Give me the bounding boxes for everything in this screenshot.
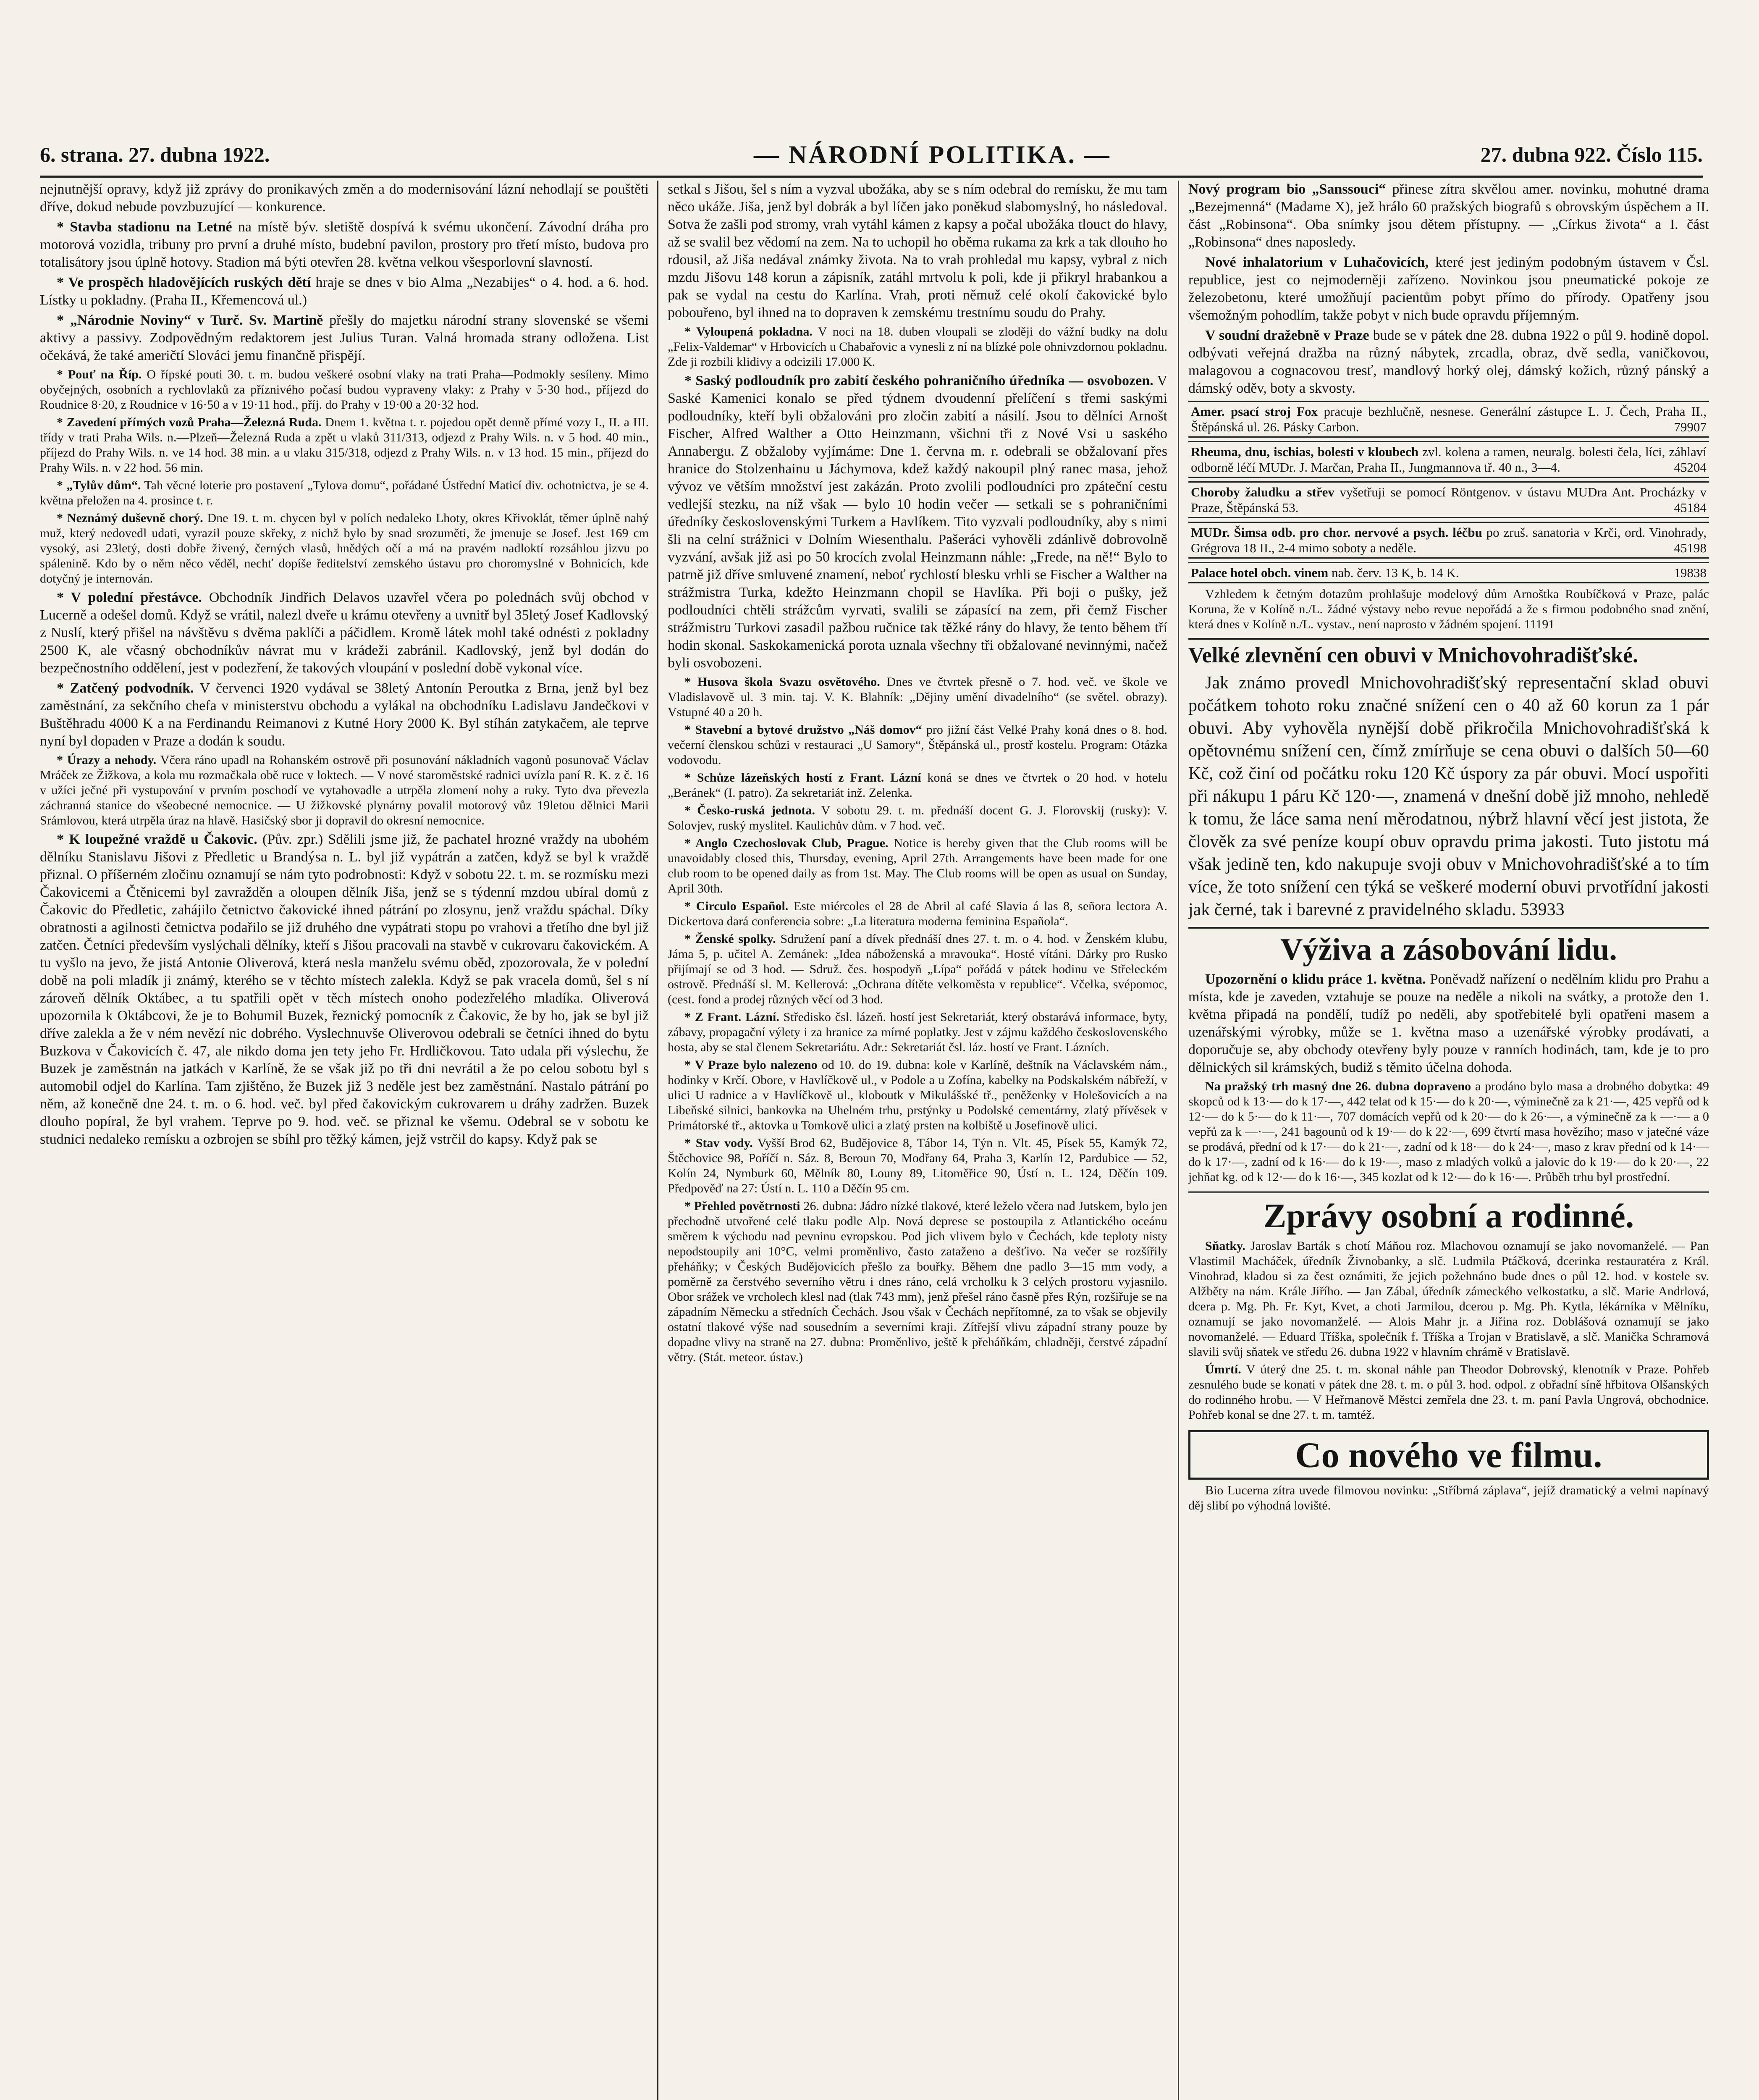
article: Úmrtí. V úterý dne 25. t. m. skonal náhle pan Theodor Dobrovský, klenotník v Praze. Pohřeb zesnulého bude se konati v pátek dne 28. t. m. o půl 3. hod. odpol. z obřadní síně hřbitova Olšanských do rodinného hrobu. — V Heřmanově Městci zemřela dne 23. t. m. paní Pavla Ungrová, obchodnice. Pohřeb konal se dne 27. t. m. tamtéž. <box>1188 1362 1709 1422</box>
article: * Ženské spolky. Sdružení paní a dívek přednáší dnes 27. t. m. o 4. hod. v Ženském klubu, Jáma 5, p. učitel A. Zemánek: „Idea náboženská a mravouka“. Hosté vítáni. Dárky pro Rusko přijímají se od 3 hod. — Sdruž. čes. hospodyň „Lípa“ pořádá v pátek hodinu ve Střeleckém ostrově. Přednáší sl. M. Kellerová: „Ochrana dítěte velkoměsta v republice“. Včelka, svépomoc, (cest. fond a prodej různých věcí od 3 hod. <box>668 932 1167 1006</box>
column-divider <box>657 181 658 2100</box>
header-rule <box>40 176 1703 178</box>
article: * Saský podloudník pro zabití českého pohraničního úředníka — osvobozen. V Saské Kamenici konalo se před týdnem dvoudenní přelíčení s třemi saskými podloudníky, kteří byli obžalováni pro zločin zabití a násilí. Jsou to dělníci Arnošt Fischer, Alfred Walther a Otto Heinzmann, všichni tři z Nové Vsi u saského Annabergu. Z obžaloby vyjímáme: Dne 1. června m. r. odebrali se obžalovaní přes hranice do Stolzenhainu u Jáchymova, kdež každý nakoupil plný ranec masa, jehož vývoz ve větším množství jest zakázán. Proto zvolili podloudníci pro zpáteční cestu vedlejší stezku, na níž však — bylo 10 hodin večer — setkali se s pohraničními úředníky československými Turkem a Havlíkem. Tito vyzvali podloudníky, aby s nimi šli na celní strážnici v Dolním Wiesenthalu. Pašeráci vyhověli zdánlivě dobrovolně vyzvání, avšak již asi po 50 krocích zvolal Heinzmann náhle: „Frede, na ně!“ Bylo to patrně již dříve smluvené znamení, neboť rychlostí blesku vrhli se Fischer a Walther na strážmistra Turka, kdežto Heinzmann chopil se Havlíka. Při boji o pušky, jež podloudníci chtěli strážcům vyrvati, svalili se zápasící na zem, při čemž Fischer strážmistru Turkovi zasadil pažbou ručnice tak těžké rány do hlavy, že tento během tří hodin skonal. Saskokamenická porota uznala všechny tři obžalované nevinnými, načež byli osvobozeni. <box>668 373 1167 671</box>
article: * Circulo Español. Este miércoles el 28 de Abril al café Slavia á las 8, señora lectora A. Dickertova dará conferencia sobre: „La literatura moderna feminina Española“. <box>668 899 1167 928</box>
article: * Vyloupená pokladna. V noci na 18. duben vloupali se zloději do vážní budky na dolu „Felix-Valdemar“ v Hrbovicích u Chabařovic a vynesli z ní na blízké pole ohnivzdornou pokladnu. Zde ji rozbili klidivy a odcizili 17.000 K. <box>668 325 1167 369</box>
article: * Schůze lázeňských hostí z Frant. Lázní koná se dnes ve čtvrtek o 20 hod. v hotelu „Beránek“ (I. patro). Za sekretariát inž. Zelenka. <box>668 771 1167 800</box>
classified-ad: Rheuma, dnu, ischias, bolesti v kloubech zvl. kolena a ramen, neuralg. bolesti čela, líci, záhlaví odborně léčí MUDr. J. Marčan, Praha II., Jungmannova tř. 40 n., 3—4. 45204 <box>1188 441 1709 478</box>
article: * Z Frant. Lázní. Středisko čsl. lázeň. hostí jest Sekretariát, který obstarává informace, byty, zábavy, propagační výlety i za hranice za mírné poplatky. Jest v zájmu každého československého hosta, aby se stal členem Sekretariátu. Adr.: Sekretariát čsl. láz. hostí ve Frant. Lázních. <box>668 1010 1167 1054</box>
article: Sňatky. Jaroslav Barták s chotí Máňou roz. Mlachovou oznamují se jako novomanželé. — Pan Vlastimil Macháček, úředník Živnobanky, a slč. Ludmila Ptáčková, dcerinka restauratéra z Král. Vinohrad, kladou si za čest oznámiti, že jejich požehnáno bude dnes o půl 12. hod. v kostele sv. Alžběty na nám. Krále Jiřího. — Jan Zábal, úředník zámeckého velkostatku, a slč. Marie Andrlová, dcera p. Mg. Ph. Fr. Kyt, Kvet, a choti Jarmilou, dcerou p. Mg. Ph. Kytla, lékárníka v Mělníku, oznamují se jako novomanželé. — Alois Mahr jr. a Jiřina roz. Doblášová oznamují se jako novomanželé. — Eduard Tříška, společník f. Tříška a Trojan v Bratislavě, a slč. Manička Schramová slavili svůj sňatek ve středu 26. dubna 1922 v hlavním chrámě v Bratislavě. <box>1188 1239 1709 1359</box>
page-number-date: 6. strana. 27. dubna 1922. <box>40 143 270 166</box>
article: * Zavedení přímých vozů Praha—Železná Ruda. Dnem 1. května t. r. pojedou opět denně přímé vozy I., II. a III. třídy v trati Praha Wils. n.—Plzeň—Železná Ruda a zpět u vlaků 311/313, odjezd z Prahy Wils. n. v 5 hod. 40 min., příjezd do Prahy Wils. n. ve 14 hod. 38 min. a u vlaku 315/318, odjezd z Prahy Wils. n. v 13 hod. 15 min., příjezd do Prahy Wils. n. v 22 hod. 56 min. <box>40 415 649 475</box>
article: V soudní dražebně v Praze bude se v pátek dne 28. dubna 1922 o půl 9. hodině dopol. odbývati veřejná dražba na různý nábytek, zrcadla, obraz, dvě sedla, vaničkovou, malagovou a cognacovou tresť, mandlový horký olej, dámský kožich, různý pánský a dámský oděv, boty a skvosty. <box>1188 328 1709 396</box>
article: * Pouť na Říp. O řípské pouti 30. t. m. budou veškeré osobní vlaky na trati Praha—Podmokly sesíleny. Mimo obyčejných, osobních a rychlovlaků za příznivého počasí budou vypraveny vlaky: z Prahy v 5·30 hod., příjezd do Roudnice 8·20, z Roudnice v 16·50 a v 19·11 hod., příj. do Prahy v 19·00 a 20·32 hod. <box>40 368 649 412</box>
article: * Ve prospěch hladovějících ruských dětí hraje se dnes v bio Alma „Nezabijes“ o 4. hod. a 6. hod. Lístky u pokladny. (Praha II., Křemencová ul.) <box>40 275 649 308</box>
article: * V Praze bylo nalezeno od 10. do 19. dubna: kole v Karlíně, deštník na Václavském nám., hodinky v Krčí. Obore, v Havlíčkově ul., v Podole a u Zofína, kabelky na Podskalském nábřeží, v ulici U radnice a v Havlíčkově ul., kloboutk v Mikulášské tř., peněženky v Holešovicích a na Libeňské silnici, bankovka na Uhelném trhu, prstýnky u Podolské cementárny, zlatý přívěsek v Primátorské tř., aktovka u Tomkově ulici a zlatý prsten na kolbiště u Josefinově ulici. <box>668 1058 1167 1132</box>
newspaper-title: — NÁRODNÍ POLITIKA. — <box>754 141 1111 168</box>
page-header <box>40 134 1703 175</box>
article: * Úrazy a nehody. Včera ráno upadl na Rohanském ostrově při posunování nákladních vagonů posunovač Václav Mráček ze Žižkova, a kola mu rozmačkala obě ruce v loktech. — V nové staroměstské radnici uvízla paní R. K. z č. 16 v užíci ječné při vystupování v prvním poschodí ve vytahovadle a utrpěla zlomení nohy a ruky. Tyto dva převezla záchranná stanice do všeobecné nemocnice. — U žižkovské plynárny povalil motorový vůz 19letou dělnici Marii Srámlovou, která utrpěla úraz na hlavě. Hasičský sbor ji dopravil do okresní nemocnice. <box>40 753 649 827</box>
issue-number: 27. dubna 922. Číslo 115. <box>1480 143 1703 166</box>
article: * Zatčený podvodník. V červenci 1920 vydával se 38letý Antonín Peroutka z Brna, jenž byl bez zaměstnání, za sekčního chefa v ministerstvu obchodu a vylákal na obchodníku Ladislavu Jandečkovi v Buštěhradu 4000 K a na Ferdinandu Reimanovi z Kutné Hory 2000 K. Byl stíhán zatykačem, ale teprve nyní byl dopaden v Praze a dodán k soudu. <box>40 680 649 749</box>
column-2 <box>668 181 1167 2100</box>
article: setkal s Jišou, šel s ním a vyzval ubožáka, aby se s ním odebral do remísku, že mu tam něco ukáže. Jiša, jenž byl dobrák a byl líčen jako poněkud slabomyslný, ho následoval. Sotva že zašli pod stromy, vrah vytáhl kámen z kapsy a počal ubožáka tlouct do hlavy, až se svalil bez vědomí na zem. Na to uchopil ho oběma rukama za krk a tak dlouho ho rdousil, až Jiša nedával známky života. Na to vrah prohledal mu kapsy, vybral z nich mzdu Jišovu 148 korun a zápisník, zatáhl mrtvolu k poli, kde ji přikryl hrabankou a pak se vydal na cestu do Karlína. Vrah, proti němuž celé okolí čakovické bylo pobouřeno, byl ihned na to dopraven k zemskému trestnímu soudu do Prahy. <box>668 181 1167 320</box>
classified-ad: Amer. psací stroj Fox pracuje bezhlučně, nesnese. Generální zástupce L. J. Čech, Praha II., Štěpánská ul. 26. Pásky Carbon. 79907 <box>1188 401 1709 438</box>
shoes-article: Jak známo provedl Mnichovohradišťský representační sklad obuvi počátkem tohoto roku značné snížení cen o 40 až 60 korun za 1 pár obuvi. Aby vyhověla nynější době přikročila Mnichovohradišťská k opětovnému snížení cen, čímž zmírňuje se cena obuvi o dalších 50—60 Kč, což činí od počátku roku 120 Kč úspory za pár obuvi. Mocí uspořiti při nákupu 1 páru Kč 120·—, znamená v dnešní době již mnoho, nehledě k tomu, že láce sama není měrodatnou, nýbrž hlavní věcí jest jistota, že člověk za své peníze koupí obuv opravdu prima jakosti. Tuto jistotu má však jedině ten, kdo nakupuje svoji obuv v Mnichovohradišťské a to tím více, že toto snížení cen týká se veškeré moderní obuvi prvotřídní jakosti jak černé, tak i barevné z pravidelného skladu. 53933 <box>1188 673 1709 919</box>
classified-ad: Palace hotel obch. vinem nab. červ. 13 K, b. 14 K. 19838 <box>1188 562 1709 583</box>
shoes-headline: Velké zlevnění cen obuvi v Mnichovohradišťské. <box>1188 638 1709 668</box>
article: * Neznámý duševně chorý. Dne 19. t. m. chycen byl v polích nedaleko Lhoty, okres Křivoklát, těmer úplně nahý muž, který nedovedl udati, vyrazil pouze skřeky, z nichž bylo by snad srozuměti, že jmenuje se Josef. Jest 169 cm vysoký, asi 23letý, dosti dobře živený, černých vlasů, hnědých očí a má na pravém nadloktí rozsáhlou jizvu po spálenině. Kdo by o něm něco věděl, nechť dopíše ředitelství zemského ústavu pro choromyslné v Bohnicích, kde dotyčný je internován. <box>40 511 649 585</box>
article: * V polední přestávce. Obchodník Jindřich Delavos uzavřel včera po polednách svůj obchod v Lucerně a odešel domů. Když se vrátil, nalezl dveře u krámu otevřeny a uvnitř byl 35letý Josef Kadlovský z Nuslí, který přišel na návštěvu s dvěma paklíči a páčidlem. Kromě látek mohl také odnésti z pokladny 2500 K, ale včasný obchodníkův návrat mu v krádeži zabránil. Kadlovský, jenž byl dodán do bezpečnostního oddělení, jest v podezření, že takových vloupání v poslední době vykonal více. <box>40 590 649 676</box>
personal-section-heading: Zprávy osobní a rodinné. <box>1188 1191 1709 1235</box>
article: * K loupežné vraždě u Čakovic. (Pův. zpr.) Sdělili jsme již, že pachatel hrozné vraždy na ubohém dělníku Stanislavu Jišovi z Předletic u Brandýsa n. L. byl již vypátrán a zatčen, když se byl k vraždě přiznal. O příšerném zločinu oznamují se nám tyto podrobnosti: Když v sobotu 22. t. m. se rozmísku mezi Čakovicemi a Čtěnicemi byl zavražděn a oloupen dělník Jiša, jenž se s týdenní mzdou ubíral domů z Čakovic do Předletic, zahájilo četnictvo čakovické ihned pátrání po zlosynu, jenž vraždu spáchal. Díky obratnosti a agilnosti četnictva podařilo se již druhého dne vypátrati stopu po vrahovi a třetího dne byl již zatčen. Četníci především vyslýchali dělníky, kteří s Jišou pracovali na stavbě v cukrovaru čakovickém. A tu vyšlo na jevo, že jistá Antonie Oliverová, která nesla manželu svému oběd, zpozorovala, že v polední době na poli mladík ji známý, kterého se v těchto místech zalekla. Když se pak vracela domů, šel s ní zároveň dělník Oktábec, a tu spatřili opět v těch místech onoho podezřelého mladíka. Oliverová upozornila k Oktábcovi, že je to Bohumil Buzek, řeznický pomocník z Čakovic, že by ho, jak se byl již dříve zalekla a že v ném nevězí nic dobrého. Vyslechnuvše Oliverovou odebrali se četníci ihned do bytu Buzkova v Čakovicích č. 47, ale nikdo doma jen tety jeho Fr. Hrdličkovou. Tato udala při výslechu, že Buzek je zaměstnán na jatkách v Karlíně, že se však již po tři dni nevrátil a že po celou sobotu byl s automobil odjel do Karlína. Tam zjištěno, že Buzek již 3 neděle jest bez zaměstnání. Nastalo pátrání po něm, až konečně dne 24. t. m. o 6. hod. več. byl před čakovickým cukrovarem u dráhy zadržen. Buzek dlouho popíral, že byl vrahem. Teprve po 9. hod. več. se přiznal ke všemu. Odebral se v sobotu ke studnici nedaleko remísku a ozbrojen se sbíhl pro těžký kámen, jejž vstrčil do kapsy. Když pak se <box>40 832 649 1147</box>
classified-ad: Choroby žaludku a střev vyšetřuji se pomocí Röntgenov. v ústavu MUDra Ant. Procházky v Praze, Štěpánská 53. 45184 <box>1188 481 1709 518</box>
article: * „Tylův dům“. Tah věcné loterie pro postavení „Tylova domu“, pořádané Ústřední Maticí div. ochotnictva, je se 4. května přeložen na 4. prosince t. r. <box>40 478 649 507</box>
article: nejnutnější opravy, když již zprávy do pronikavých změn a do modernisování lázní nehodlají se pouštěti dříve, dokud nebude povzbuzující — konkurence. <box>40 181 649 215</box>
article: * Stav vody. Vyšší Brod 62, Budějovice 8, Tábor 14, Týn n. Vlt. 45, Písek 55, Kamýk 72, Štěchovice 98, Poříčí n. Sáz. 8, Beroun 70, Modřany 64, Praha 3, Karlín 12, Pardubice — 52, Kolín 24, Nymburk 60, Mělník 80, Louny 89, Litoměřice 90, Ústí n. L. 124, Děčín 109. Předpověď na 27: Ústí n. L. 110 a Děčín 95 cm. <box>668 1136 1167 1195</box>
film-section-heading: Co nového ve filmu. <box>1188 1430 1709 1480</box>
article: * „Národnie Noviny“ v Turč. Sv. Martině přešly do majetku národní strany slovenské se všemi aktivy a passivy. Zodpovědným redaktorem jest Julius Turan. Valná hromada strany odložena. List očekává, že také američtí Slováci jemu finančně přispějí. <box>40 312 649 363</box>
food-section-heading: Výživa a zásobování lidu. <box>1188 927 1709 967</box>
column-1 <box>40 181 649 2100</box>
notice: Vzhledem k četným dotazům prohlašuje modelový dům Arnoštka Roubíčková v Praze, palác Koruna, že v Kolíně n./L. žádné výstavy nebo revue nepořádá a že s firmou podobného snad znění, která dnes v Kolíně n./L. vystav., není naprosto v žádném spojení. 11191 <box>1188 587 1709 631</box>
classified-ad: MUDr. Šimsa odb. pro chor. nervové a psych. léčbu po zruš. sanatoria v Krči, ord. Vinohrady, Grégrova 18 II., 2-4 mimo soboty a neděle. 45198 <box>1188 522 1709 559</box>
article: Nové inhalatorium v Luhačovicích, které jest jediným podobným ústavem v Čsl. republice, jest co nejmoderněji zařízeno. Novinkou jsou pneumatické pokoje ze železobetonu, které umožňují pacientům pobyt přímo do přírody. Opatřeny jsou všemožným pohodlím, takže pobyt v nich bude opravdu příjemným. <box>1188 255 1709 323</box>
article: Na pražský trh masný dne 26. dubna dopraveno a prodáno bylo masa a drobného dobytka: 49 skopců od k 13·— do k 17·—, 442 telat od k 15·— do k 20·—, výminečně za k 21·—, 425 vepřů od k 12·— do k 5·— do k 11·—, 707 domácích vepřů od k 20·— do k 26·—, a výminečně za k —·— a 0 vepřů za k —·—, 241 bagounů od k 19·— do k 22·—, 699 čtvrtí masa hovězího; maso v jatečné váze se prodává, přední od k 17·— do k 21·—, zadní od k 18·— do k 24·—, maso z krav přední od k 14·— do k 17·—, zadní od k 16·— do k 19·—, maso z mladých volků a jalovic do k 19·— do k 20·—, 22 jehňat kg. od k 12·— do k 16·—, 345 kozlat od k 12·— do k 16·—. Průběh trhu byl prostřední. <box>1188 1079 1709 1184</box>
article: * Přehled povětrnosti 26. dubna: Jádro nízké tlakové, které leželo včera nad Jutskem, bylo jen přechodně utvořené celé tlaku podle Alp. Nová deprese se postoupila z Atlantického oceánu směrem k východu nad pevninu evropskou. Pod jich vlivem bylo v Čechách, kde teploty nisty nepodstoupily ani 10°C, velmi proměnlivo, často zataženo a dešťivo. Na večer se rozšířily přeháňky; v Českých Budějovicích přešlo za bouřky. Během dne padlo 3—15 mm vody, a poměrně za čerstvého severního větru i dnes ráno, celá vrcholku k 3 celých prostoru vyjasnilo. Obor srážek ve vrcholech klesl nad (tlak 743 mm), jenž přešel ráno časně přes Rýn, rozšiřuje se na západním Německu a středních Čechách. Jsou však v Čechách nepřítomné, za to však se objevily ostatní tlakové výše nad sousedním a severními kraji. Zítřejší vlivu západní strany pouze by dopadne vlivy na straně na 27. dubna: Proměnlivo, ještě k přeháňkám, chladněji, čerstvé západní větry. (Stát. meteor. ústav.) <box>668 1199 1167 1364</box>
article: * Husova škola Svazu osvětového. Dnes ve čtvrtek přesně o 7. hod. več. ve škole ve Vladislavově ul. 3 min. taj. V. K. Blahník: „Dějiny umění divadelního“ (se světel. obrazy). Vstupné 40 a 20 h. <box>668 675 1167 719</box>
article: Nový program bio „Sanssouci“ přinese zítra skvělou amer. novinku, mohutné drama „Bezejmenná“ (Madame X), jež hrálo 60 pražských biografů s obrovským úspěchem a II. část „Robinsona“. Oba snímky jsou dětem přístupny. — „Církus života“ a I. část „Robinsona“ dnes naposledy. <box>1188 181 1709 250</box>
article: Bio Lucerna zítra uvede filmovou novinku: „Stříbrná záplava“, jejíž dramatický a velmi napínavý děj slibí po výhodná lovišté. <box>1188 1483 1709 1512</box>
article: * Stavební a bytové družstvo „Náš domov“ pro jižní část Velké Prahy koná dnes o 8. hod. večerní členskou schůzi v restauraci „U Samory“, Štěpánská ul., prostř kostelu. Program: Otázka vodovodu. <box>668 723 1167 767</box>
article: * Stavba stadionu na Letné na místě býv. sletiště dospívá k svému ukončení. Závodní dráha pro motorová vozidla, tribuny pro první a druhé místo, budební pavilon, prostory pro třetí místo, budova pro totalisátory jsou úplně hotovy. Stadion má býti otevřen 28. května velkou všesporlovní slavností. <box>40 219 649 270</box>
column-3 <box>1188 181 1709 2100</box>
article: * Anglo Czechoslovak Club, Prague. Notice is hereby given that the Club rooms will be unavoidably closed this, Thursday, evening, April 27th. Arrangements have been made for one club room to be opened daily as from 1st. May. The Club rooms will be open as usual on Sunday, April 30th. <box>668 836 1167 895</box>
column-divider <box>1178 181 1179 2100</box>
article: Upozornění o klidu práce 1. května. Poněvadž nařízení o nedělním klidu pro Prahu a místa, kde je zaveden, vztahuje se pouze na neděle a nikoli na svátky, a protože den 1. května připadá na pondělí, tudíž po neděli, aby spotřebitelé byli opatřeni masem a uzenářskými výrobky, může se 1. května maso a uzenářské výrobky prodávati, a doporučuje se, aby obchody otevřeny byly pouze v ranních hodinách, tam, kde je to pro dělnických sil krámských, budiž s těmito účelna dohoda. <box>1188 971 1709 1075</box>
article: * Česko-ruská jednota. V sobotu 29. t. m. přednáší docent G. J. Florovskij (rusky): V. Solovjev, ruský myslitel. Kaulichův dům. v 7 hod. več. <box>668 803 1167 832</box>
